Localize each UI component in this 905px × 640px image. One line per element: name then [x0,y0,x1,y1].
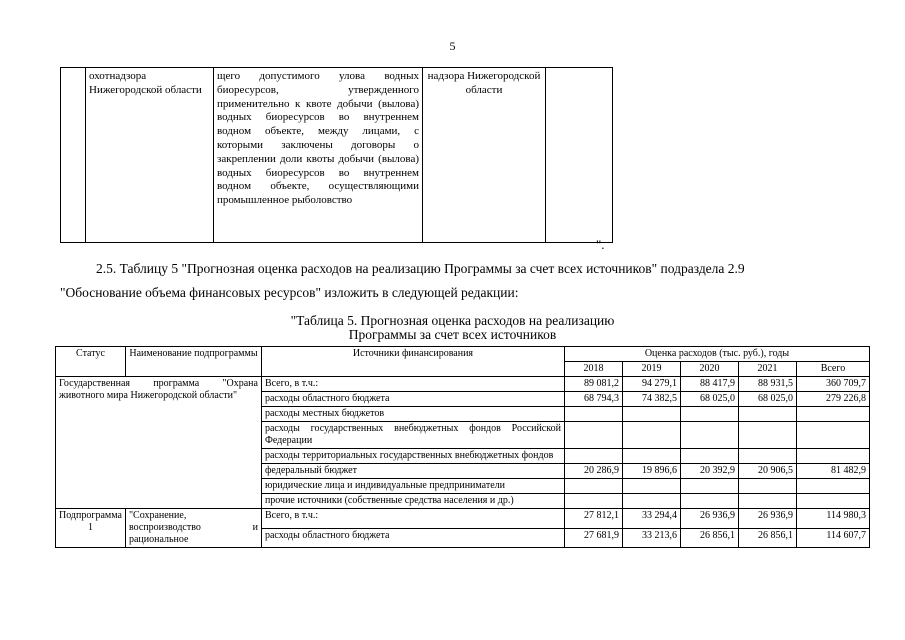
value-cell [622,479,680,494]
table-header-row [56,347,870,362]
table-cell: охотнадзора Нижегородской области [86,68,214,243]
paragraph-line-2: "Обоснование объема финансовых ресурсов" изложить в следующей редакции: [60,285,519,300]
value-cell: 26 856,1 [738,528,796,548]
header-estimate: Оценка расходов (тыс. руб.), годы [564,347,869,362]
value-cell: 114 607,7 [796,528,869,548]
value-cell: 26 936,9 [680,509,738,529]
value-cell [680,407,738,422]
value-cell: 33 294,4 [622,509,680,529]
header-name: Наименование подпрограммы [125,347,261,377]
value-cell: 89 081,2 [564,377,622,392]
value-cell [680,422,738,449]
value-cell: 20 906,5 [738,464,796,479]
value-cell [796,422,869,449]
source-cell: федеральный бюджет [261,464,564,479]
value-cell [680,449,738,464]
table-row [61,68,613,243]
table-cell [546,68,613,243]
value-cell [796,407,869,422]
source-cell: Всего, в т.ч.: [261,509,564,529]
program-status-cell: Государственная программа "Охрана животного мира Нижегородской области" [56,377,262,509]
header-sources: Источники финансирования [261,347,564,377]
value-cell [796,494,869,509]
header-year: 2019 [622,362,680,377]
table-cell: надзора Нижегородской области [423,68,546,243]
value-cell: 88 417,9 [680,377,738,392]
value-cell: 19 896,6 [622,464,680,479]
value-cell [622,407,680,422]
source-cell: прочие источники (собственные средства населения и др.) [261,494,564,509]
closing-quote: ". [596,237,605,252]
subprogram-name-cell: "Сохранение, воспроизводство и рациональное [125,509,261,548]
value-cell: 68 025,0 [680,392,738,407]
value-cell [738,422,796,449]
value-cell [738,479,796,494]
value-cell: 114 980,3 [796,509,869,529]
value-cell: 81 482,9 [796,464,869,479]
value-cell: 68 794,3 [564,392,622,407]
source-cell: расходы областного бюджета [261,392,564,407]
expense-table [55,346,870,548]
table-row [56,377,870,392]
value-cell: 20 392,9 [680,464,738,479]
header-year: 2021 [738,362,796,377]
value-cell [564,479,622,494]
value-cell [738,494,796,509]
paragraph-line-1: 2.5. Таблицу 5 "Прогнозная оценка расходов на реализацию Программы за счет всех источников" подраздела 2.9 [96,261,745,276]
value-cell: 26 936,9 [738,509,796,529]
source-cell: расходы территориальных государственных внебюджетных фондов [261,449,564,464]
value-cell: 360 709,7 [796,377,869,392]
value-cell [738,449,796,464]
value-cell [796,449,869,464]
header-total: Всего [796,362,869,377]
value-cell: 26 856,1 [680,528,738,548]
table-row [56,509,870,529]
value-cell [680,479,738,494]
previous-table-fragment [60,67,613,243]
value-cell: 27 812,1 [564,509,622,529]
value-cell [564,449,622,464]
value-cell [564,494,622,509]
value-cell: 279 226,8 [796,392,869,407]
value-cell [564,422,622,449]
caption-line-1: "Таблица 5. Прогнозная оценка расходов на реализацию [290,313,615,328]
header-year: 2020 [680,362,738,377]
value-cell: 68 025,0 [738,392,796,407]
value-cell: 94 279,1 [622,377,680,392]
table-cell [61,68,86,243]
value-cell [622,449,680,464]
source-cell: расходы государственных внебюджетных фондов Российской Федерации [261,422,564,449]
value-cell: 20 286,9 [564,464,622,479]
value-cell: 27 681,9 [564,528,622,548]
table-cell: щего допустимого улова водных биоресурсов, утвержденного применительно к квоте добычи (вылова) водных биоресурсов во внутреннем водном объекте, между лицами, с которыми заключены договоры о закреплении доли квоты добычи (вылова) водных биоресурсов во внутреннем водном объекте, осуществляющими промышленное рыболовство [214,68,423,243]
subprogram-status-cell: Подпрограмма 1 [56,509,126,548]
value-cell [680,494,738,509]
value-cell [622,494,680,509]
value-cell: 33 213,6 [622,528,680,548]
value-cell [738,407,796,422]
value-cell [796,479,869,494]
source-cell: Всего, в т.ч.: [261,377,564,392]
value-cell: 88 931,5 [738,377,796,392]
value-cell [622,422,680,449]
source-cell: юридические лица и индивидуальные предприниматели [261,479,564,494]
page-number: 5 [449,39,456,53]
source-cell: расходы местных бюджетов [261,407,564,422]
caption-line-2: Программы за счет всех источников [348,327,557,342]
header-year: 2018 [564,362,622,377]
header-status: Статус [56,347,126,377]
source-cell: расходы областного бюджета [261,528,564,548]
value-cell [564,407,622,422]
table-caption [0,314,905,342]
value-cell: 74 382,5 [622,392,680,407]
